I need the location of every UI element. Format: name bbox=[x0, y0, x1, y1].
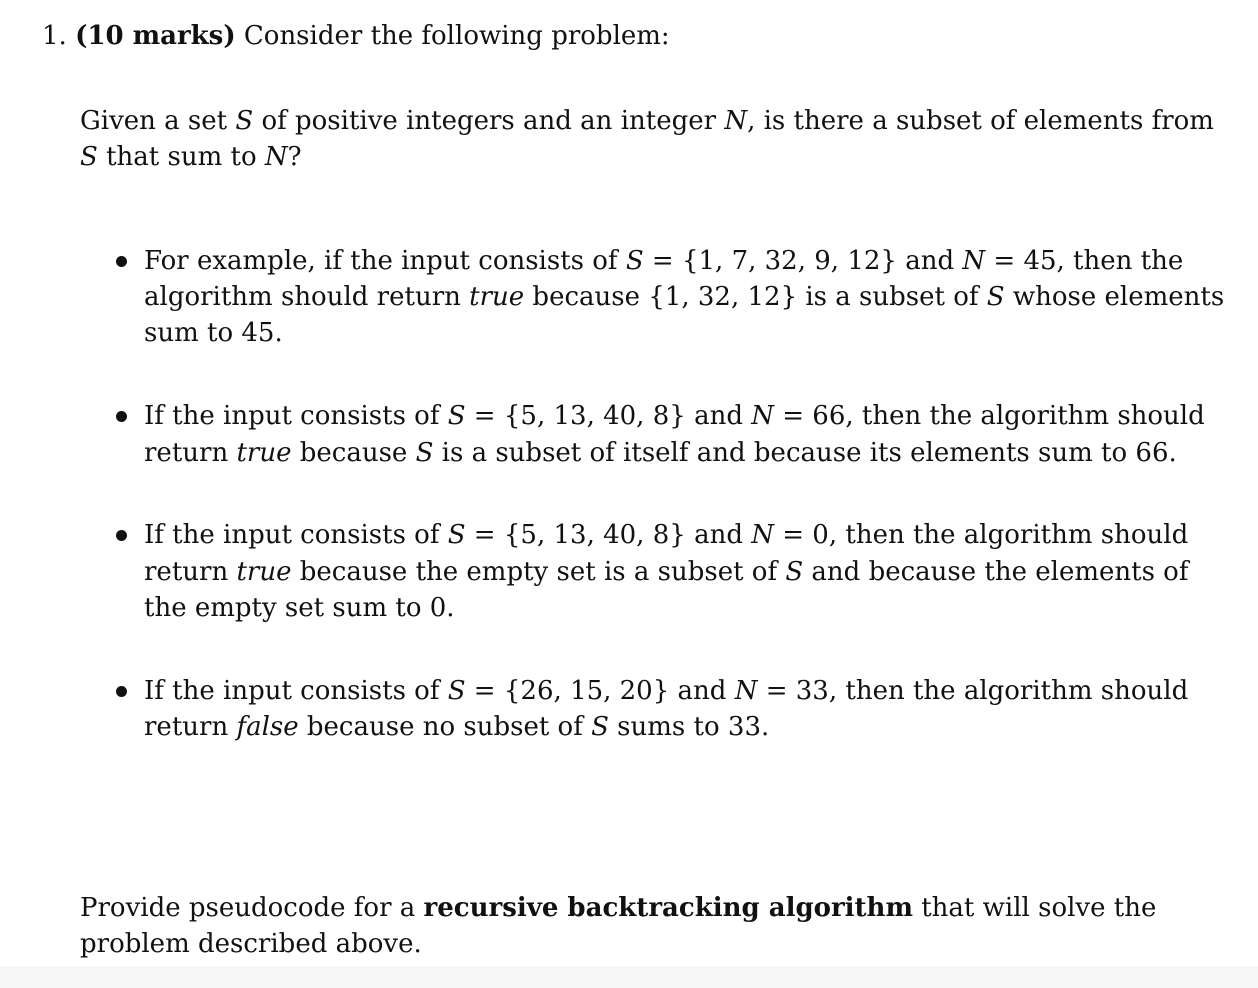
math-s: S bbox=[447, 401, 466, 431]
math-s: S bbox=[415, 438, 434, 468]
example-text: because the empty set is a subset of bbox=[291, 557, 786, 587]
example-1-line-3 bbox=[144, 315, 283, 351]
page-bottom-edge bbox=[0, 966, 1258, 988]
example-text: sum to 45. bbox=[144, 318, 283, 348]
example-text: because no subset of bbox=[298, 712, 592, 742]
example-text: because bbox=[291, 438, 416, 468]
math-s: S bbox=[785, 557, 804, 587]
example-text: = 45, then the bbox=[985, 246, 1184, 276]
example-text: If the input consists of bbox=[144, 520, 448, 550]
example-text: For example, if the input consists of bbox=[144, 246, 626, 276]
question-heading-text: Consider the following problem: bbox=[243, 21, 670, 51]
math-s: S bbox=[235, 106, 254, 136]
example-1-line-2 bbox=[144, 279, 1225, 315]
example-text: algorithm should return bbox=[144, 282, 470, 312]
problem-text: , is there a subset of elements from bbox=[747, 106, 1214, 136]
example-text: return bbox=[144, 557, 237, 587]
math-n: N bbox=[724, 106, 748, 136]
example-2-line-1 bbox=[144, 398, 1205, 434]
example-text: whose elements bbox=[1004, 282, 1225, 312]
example-text: = bbox=[465, 401, 504, 431]
math-n: N bbox=[751, 401, 774, 431]
task-text: Provide pseudocode for a bbox=[80, 893, 424, 923]
example-text: and bbox=[896, 246, 963, 276]
example-3-line-3 bbox=[144, 590, 455, 626]
example-3-line-2 bbox=[144, 554, 1189, 590]
problem-text: that sum to bbox=[97, 142, 265, 172]
task-text: that will solve the bbox=[912, 893, 1157, 923]
math-n: N bbox=[734, 676, 758, 706]
example-set: {5, 13, 40, 8} bbox=[503, 520, 686, 550]
example-text: and bbox=[669, 676, 735, 706]
example-text: = bbox=[465, 676, 504, 706]
example-4-line-1 bbox=[144, 673, 1189, 709]
task-text: problem described above. bbox=[80, 929, 422, 959]
bullet-icon bbox=[116, 686, 127, 697]
problem-line-1 bbox=[80, 103, 1214, 139]
problem-text: Given a set bbox=[80, 106, 236, 136]
example-text: return bbox=[144, 438, 237, 468]
math-n: N bbox=[751, 520, 774, 550]
problem-line-2 bbox=[80, 139, 302, 175]
example-text: If the input consists of bbox=[144, 676, 448, 706]
problem-text: of positive integers and an integer bbox=[253, 106, 725, 136]
bullet-icon bbox=[116, 411, 127, 422]
problem-text: ? bbox=[287, 142, 302, 172]
bullet-icon bbox=[116, 256, 127, 267]
example-text: sums to 33. bbox=[608, 712, 770, 742]
example-text: because {1, 32, 12} is a subset of bbox=[524, 282, 987, 312]
example-text: = 33, then the algorithm should bbox=[757, 676, 1189, 706]
example-text: and bbox=[685, 401, 752, 431]
task-emphasis: recursive backtracking algorithm bbox=[423, 893, 913, 923]
math-n: N bbox=[264, 142, 288, 172]
example-verdict: true bbox=[236, 438, 292, 468]
math-s: S bbox=[447, 520, 466, 550]
example-text: = bbox=[643, 246, 682, 276]
bullet-icon bbox=[116, 530, 127, 541]
math-n: N bbox=[962, 246, 986, 276]
example-verdict: false bbox=[236, 712, 299, 742]
math-s: S bbox=[625, 246, 644, 276]
example-set: {26, 15, 20} bbox=[503, 676, 670, 706]
math-s: S bbox=[591, 712, 609, 742]
question-number: 1. bbox=[42, 21, 67, 51]
example-1-line-1 bbox=[144, 243, 1184, 279]
example-set: {1, 7, 32, 9, 12} bbox=[681, 246, 897, 276]
math-s: S bbox=[986, 282, 1005, 312]
question-marks: (10 marks) bbox=[75, 21, 236, 51]
example-text: and because the elements of bbox=[803, 557, 1189, 587]
example-text: is a subset of itself and because its elements sum to 66. bbox=[433, 438, 1177, 468]
task-line-2 bbox=[80, 926, 422, 962]
example-2-line-2 bbox=[144, 435, 1177, 471]
example-text: = 66, then the algorithm should bbox=[773, 401, 1205, 431]
example-text: the empty set sum to 0. bbox=[144, 593, 455, 623]
example-set: {5, 13, 40, 8} bbox=[503, 401, 686, 431]
example-verdict: true bbox=[236, 557, 292, 587]
task-line-1 bbox=[80, 890, 1156, 926]
math-s: S bbox=[80, 142, 98, 172]
example-3-line-1 bbox=[144, 517, 1189, 553]
math-s: S bbox=[447, 676, 466, 706]
example-4-line-2 bbox=[144, 709, 769, 745]
example-text: and bbox=[685, 520, 752, 550]
example-text: = 0, then the algorithm should bbox=[773, 520, 1189, 550]
example-verdict: true bbox=[469, 282, 525, 312]
question-heading bbox=[42, 18, 670, 54]
example-text: If the input consists of bbox=[144, 401, 448, 431]
example-text: = bbox=[465, 520, 504, 550]
example-text: return bbox=[144, 712, 237, 742]
